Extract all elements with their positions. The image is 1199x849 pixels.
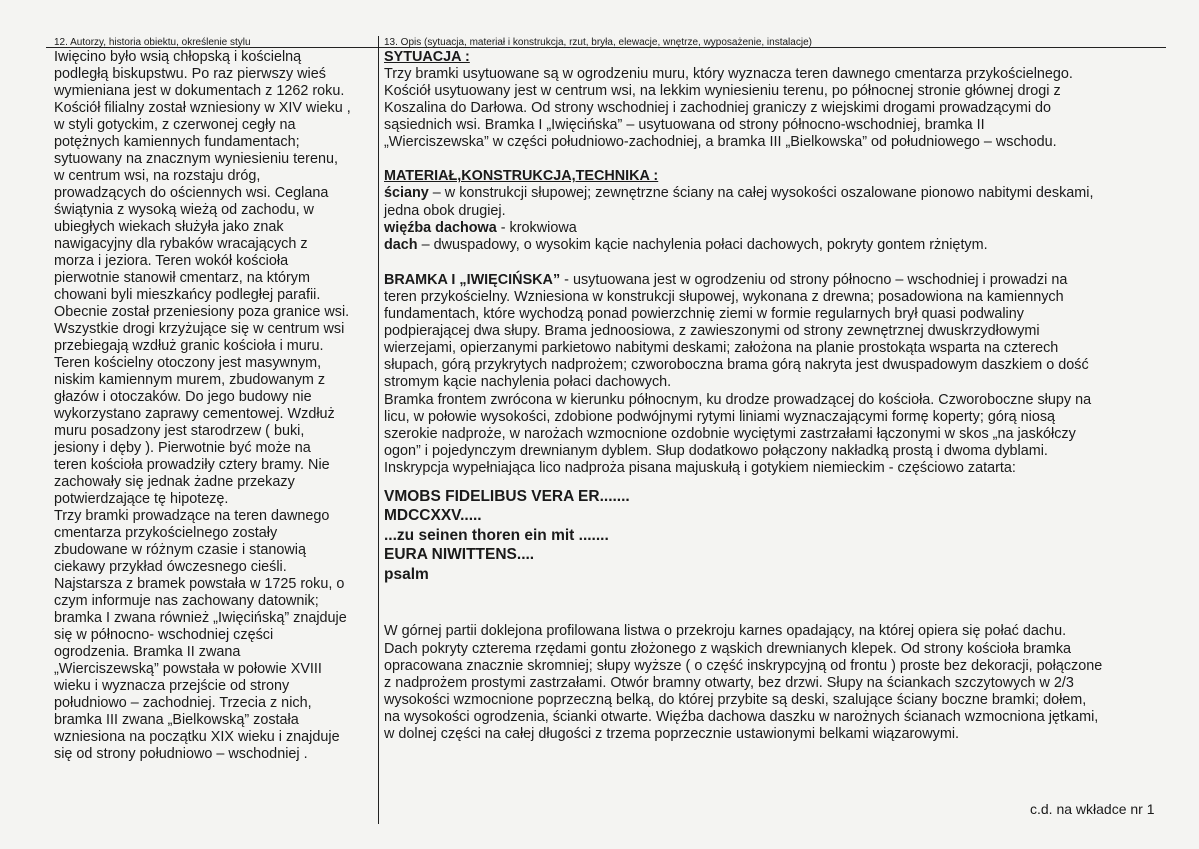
left-column-header: 12. Autorzy, historia obiektu, określenie stylu	[54, 37, 251, 48]
spacer	[384, 254, 1164, 272]
dach-text: – dwuspadowy, o wysokim kącie nachylenia połaci dachowych, pokryty gontem rżniętym.	[417, 236, 988, 253]
material-heading: MATERIAŁ,KONSTRUKCJA,TECHNIKA :	[384, 168, 659, 185]
dach-paragraph	[384, 237, 1164, 254]
inscription-line: MDCCXXV.....	[384, 507, 482, 525]
sciany-text: – w konstrukcji słupowej; zewnętrzne ściany na całej wysokości oszalowane pionowo nabitymi deskami, jedna obok drugiej.	[384, 185, 1094, 219]
continuation-note: c.d. na wkładce nr 1	[1030, 801, 1155, 817]
spacer	[384, 477, 1164, 487]
inscription-line: EURA NIWITTENS....	[384, 546, 535, 564]
inscription-line: psalm	[384, 565, 429, 583]
bramka-text-2: Bramka frontem zwrócona w kierunku północnym, ku drodze prowadzącej do kościoła. Czworoboczne słupy na licu, w połowie wysokości, zdobione podwójnymi rytymi liniami wyznaczającymi formę koperty; górą niosą szerokie nadproże, w narożach wzmocnione ozdobnie wyciętymi zastrzałami łączonymi w skos „na jaskółczy ogon” i pojedynczym drewnianym dyblem. Słup dodatkowo połączony nakładką prostą i dwoma dyblami. Inskrypcja wypełniająca lico nadproża pisana majuskułą i gotykiem niemieckim - częściowo zatarta:	[384, 391, 1092, 476]
right-column-header: 13. Opis (sytuacja, materiał i konstrukcja, rzut, bryła, elewacje, wnętrze, wyposażenie, instalacje)	[384, 37, 812, 48]
sciany-label: ściany	[384, 185, 429, 202]
wiezba-text: - krokwiowa	[496, 219, 577, 236]
column-divider	[378, 36, 379, 824]
history-text: Iwięcino było wsią chłopską i kościelną podległą biskupstwu. Po raz pierwszy wieś wymieniana jest w dokumentach z 1262 roku. Kościół filialny został wzniesiony w XIV wieku , w styli gotyckim, z czerwonej cegły na potężnych kamiennych fundamentach; sytuowany na znacznym wyniesieniu terenu, w centrum wsi, na rozstaju dróg, prowadzących do ościennych wsi. Ceglana świątynia z wysoką wieżą od zachodu, w ubiegłych wiekach służyła jako znak nawigacyjny dla rybaków wracających z morza i jeziora. Teren wokół kościoła pierwotnie stanowił cmentarz, na którym chowani byli mieszkańcy podległej parafii. Obecnie został przeniesiony poza granice wsi. Wszystkie drogi krzyżujące się w centrum wsi przebiegają wzdłuż granic kościoła i muru. Teren kościelny otoczony jest masywnym, niskim kamiennym murem, zbudowanym z głazów i otoczaków. Do jego budowy nie wykorzystano zaprawy cementowej. Wzdłuż muru posadzony jest starodrzew ( buki, jesiony i dęby ). Pierwotnie być może na teren kościoła prowadziły cztery bramy. Nie zachowały się jednak żadne przekazy potwierdzające tę hipotezę. Trzy bramki prowadzące na teren dawnego cmentarza przykościelnego zostały zbudowane w różnym czasie i stanowią ciekawy przykład ówczesnego cieśli. Najstarsza z bramek powstała w 1725 roku, o czym informuje nas zachowany datownik; bramka I zwana również „Iwięcińską” znajduje się w północno- wschodniej części ogrodzenia. Bramka II zwana „Wierciszewską” powstała w połowie XVIII wieku i wyznacza przejście od strony południowo – zachodniej. Trzecia z nich, bramka III zwana „Bielkowską” została wzniesiona na początku XIX wieku i znajduje się od strony południowo – wschodniej .	[54, 49, 351, 762]
wiezba-paragraph	[384, 220, 1164, 237]
sciany-paragraph	[384, 185, 1164, 219]
sytuacja-text: Trzy bramki usytuowane są w ogrodzeniu muru, który wyznacza teren dawnego cmentarza przykościelnego. Kościół usytuowany jest w centrum wsi, na lekkim wyniesieniu terenu, po północnej stronie głównej drogi z Koszalina do Darłowa. Od strony wschodniej i zachodniej graniczy z wiejskimi drogami prowadzącymi do sąsiednich wsi. Bramka I „Iwięcińska” – usytuowana od strony północno-wschodniej, bramka II „Wierciszewska” w części południowo-zachodniej, a bramka III „Bielkowska” od południowego – wschodu.	[384, 66, 1073, 151]
wiezba-label: więźba dachowa	[384, 219, 497, 236]
dach-label: dach	[384, 236, 418, 253]
bramka-label: BRAMKA I „IWIĘCIŃSKA”	[384, 271, 561, 288]
bramka-paragraph	[384, 272, 1164, 392]
description-column	[384, 49, 1164, 743]
inscription-line: ...zu seinen thoren ein mit .......	[384, 526, 609, 544]
sytuacja-heading: SYTUACJA :	[384, 49, 470, 65]
bramka-text-1: - usytuowana jest w ogrodzeniu od strony północno – wschodniej i prowadzi na teren przykościelny. Wzniesiona w konstrukcji słupowej, wykonana z drewna; posadowiona na kamiennych fundamentach, które wychodzą ponad powierzchnię ziemi w formie regularnych brył quasi podwaliny podpierającej dwa słupy. Brama jednoosiowa, z zawieszonymi od strony zewnętrznej dwuskrzydłowymi wierzejami, opierzanymi parkietowo nabitymi deskami; założona na planie prostokąta wsparta na czterech słupach, górą przykrytych nadprożem; czworoboczna brama górą nakryta jest dwuspadowym daszkiem o dość stromym kącie nachylenia połaci dachowych.	[384, 271, 1089, 391]
spacer	[384, 151, 1164, 168]
spacer	[384, 584, 1164, 623]
inscription-line: VMOBS FIDELIBUS VERA ER.......	[384, 487, 630, 505]
gorna-partia-text: W górnej partii doklejona profilowana listwa o przekroju karnes opadający, na której opiera się połać dachu. Dach pokryty czterema rzędami gontu złożonego z wąskich drewnianych klepek. Od strony kościoła bramka opracowana znacznie skromniej; słupy wyższe ( o część inskrypcyjną od frontu ) proste bez dekoracji, połączone z nadprożem prostymi zastrzałami. Otwór bramny otwarty, bez drzwi. Słupy na ściankach szczytowych w 2/3 wysokości wzmocnione poprzeczną belką, do której przybite są deski, szalujące ściany boczne bramki; dołem, na wysokości ogrodzenia, ścianki otwarte. Więźba dachowa daszku w narożnych ścianach wzmocniona jętkami, w dolnej części na całej długości z trzema poprzecznie ustawionymi belkami wiązarowymi.	[384, 623, 1103, 743]
